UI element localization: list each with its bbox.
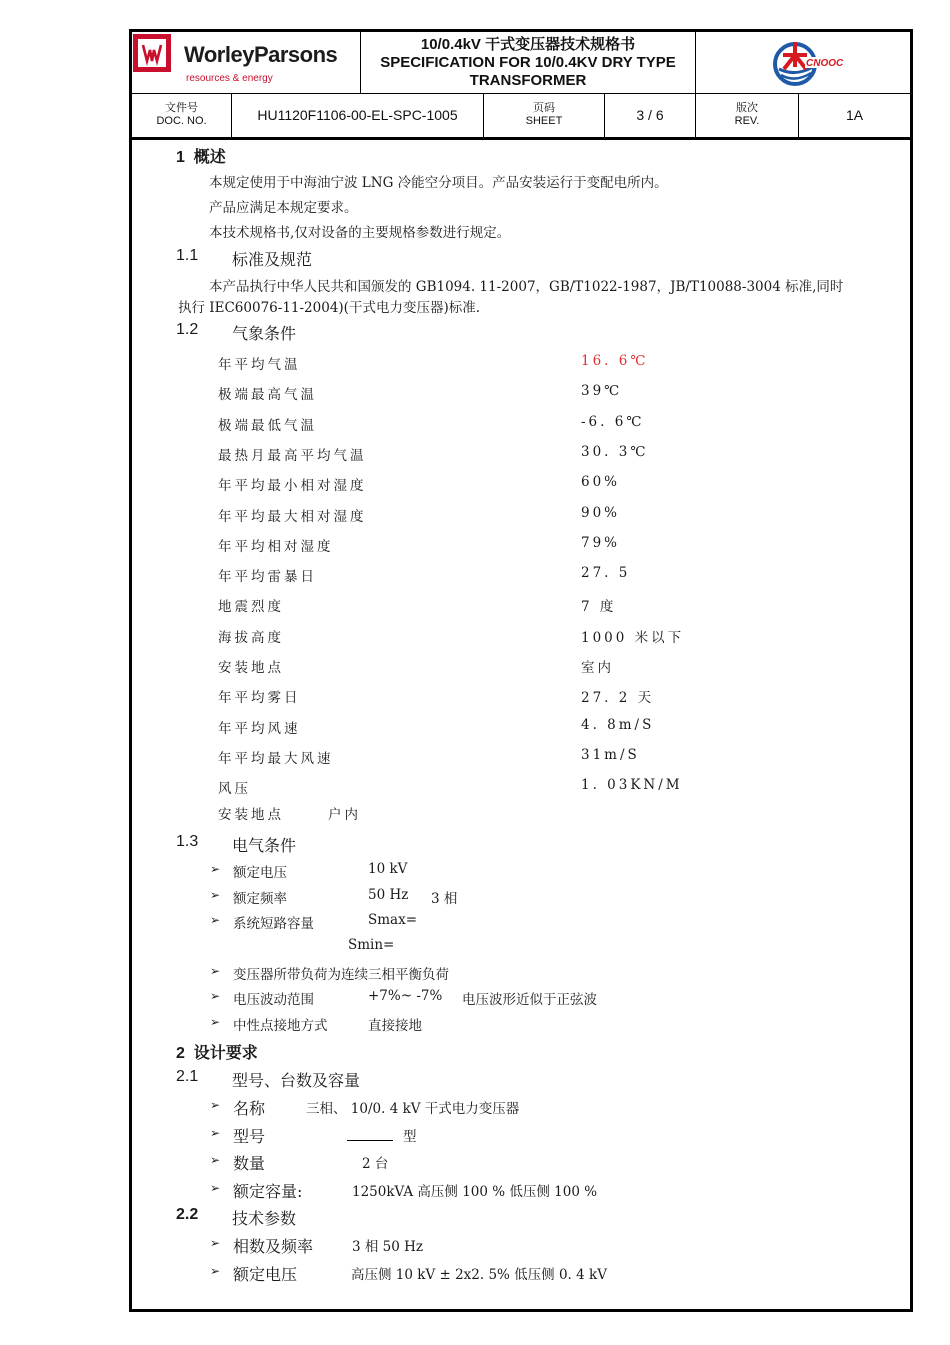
sheet-no: 3 / 6	[636, 107, 664, 123]
section-2-heading	[176, 1040, 258, 1063]
phase-count: 3 相	[431, 891, 458, 907]
sheet-label-en: SHEET	[525, 115, 563, 127]
neutral-grounding-value: 直接接地	[368, 1018, 422, 1034]
install-location-value: 户内	[328, 807, 361, 823]
climate-label: 地震烈度	[218, 599, 284, 615]
section-1-heading	[176, 144, 226, 167]
name-value: 三相、 10/0. 4 kV 干式电力变压器	[306, 1101, 520, 1117]
climate-value: -6. 6℃	[581, 414, 645, 430]
climate-value: 90%	[581, 505, 621, 521]
section-2-1-title: 型号、台数及容量	[232, 1071, 361, 1090]
rev-no: 1A	[845, 107, 864, 123]
climate-label: 极端最低气温	[218, 418, 317, 434]
climate-label: 年平均雾日	[218, 690, 301, 706]
rated-voltage-value: 10 kV	[368, 861, 408, 877]
sheet-label-cn: 页码	[533, 102, 555, 114]
cnooc-logo-text: CNOOC	[806, 57, 844, 69]
section-2-2-num: 2.2	[176, 1206, 199, 1223]
climate-label: 极端最高气温	[218, 387, 317, 403]
bullet-icon: ➢	[210, 913, 221, 927]
voltage-fluctuation-label: 电压波动范围	[233, 992, 314, 1008]
name-label: 名称	[233, 1099, 266, 1118]
climate-label: 年平均最小相对湿度	[218, 478, 367, 494]
rated-capacity-value: 1250kVA 高压侧 100 % 低压侧 100 %	[352, 1184, 598, 1200]
climate-label: 海拔高度	[218, 630, 284, 646]
short-circuit-label: 系统短路容量	[233, 916, 314, 932]
section-2-1-heading	[176, 1068, 198, 1086]
climate-label: 年平均气温	[218, 357, 301, 373]
section-1-para-3: 本技术规格书,仅对设备的主要规格参数进行规定。	[209, 225, 511, 241]
header-row-bottom	[132, 93, 910, 140]
doc-no-value	[232, 93, 484, 137]
title-en-line2: TRANSFORMER	[469, 71, 587, 89]
doc-no: HU1120F1106-00-EL-SPC-1005	[257, 107, 458, 123]
rev-label	[696, 93, 799, 137]
company-name: WorleyParsons	[184, 42, 338, 67]
bullet-icon: ➢	[210, 862, 221, 876]
climate-value: 79%	[581, 535, 621, 551]
bullet-icon: ➢	[210, 1153, 221, 1167]
climate-value: 60%	[581, 474, 621, 490]
climate-label: 安装地点	[218, 660, 284, 676]
climate-label: 年平均最大相对湿度	[218, 509, 367, 525]
install-location-label: 安装地点	[218, 807, 284, 823]
section-1-para-2: 产品应满足本规定要求。	[209, 200, 358, 216]
bullet-icon: ➢	[210, 989, 221, 1003]
bullet-icon: ➢	[210, 1098, 221, 1112]
section-2-title: 设计要求	[193, 1045, 258, 1062]
worleyparsons-logo	[132, 32, 361, 93]
bullet-icon: ➢	[210, 1264, 221, 1278]
doc-no-label	[132, 93, 232, 137]
short-circuit-smin: Smin=	[348, 937, 395, 953]
section-2-num: 2	[176, 1045, 185, 1062]
standards-line-2: 执行 IEC60076-11-2004)(干式电力变压器)标准.	[178, 300, 481, 316]
climate-value: 7 度	[581, 599, 617, 615]
climate-value: 39℃	[581, 383, 623, 399]
section-1-1-heading	[176, 247, 198, 265]
company-tagline: resources & energy	[186, 73, 273, 84]
climate-value: 4. 8m/S	[581, 717, 655, 733]
voltage-waveform: 电压波形近似于正弦波	[462, 992, 597, 1008]
section-1-title: 概述	[193, 149, 226, 166]
climate-value: 27. 2 天	[581, 690, 655, 706]
section-1-2-title: 气象条件	[232, 324, 297, 343]
phase-frequency-value: 3 相 50 Hz	[352, 1239, 424, 1255]
model-value-suffix: 型	[403, 1129, 417, 1145]
section-2-1-num: 2.1	[176, 1068, 199, 1085]
title-cn: 10/0.4kV 干式变压器技术规格书	[420, 35, 636, 53]
header-row-top	[132, 32, 910, 94]
doc-no-label-en: DOC. NO.	[156, 115, 207, 127]
neutral-grounding-label: 中性点接地方式	[233, 1018, 328, 1034]
climate-value: 30. 3℃	[581, 444, 649, 460]
section-1-3-title: 电气条件	[232, 836, 297, 855]
rated-voltage-2-value: 高压侧 10 kV ± 2x2. 5% 低压侧 0. 4 kV	[351, 1267, 607, 1283]
quantity-label: 数量	[233, 1154, 266, 1173]
rev-value	[799, 93, 910, 137]
standards-line-1: 本产品执行中华人民共和国颁发的 GB1094. 11-2007，GB/T1022-1987，JB/T10088-3004 标准,同时	[209, 279, 844, 295]
section-1-3-num: 1.3	[176, 833, 199, 850]
section-1-2-heading	[176, 321, 198, 339]
rev-label-cn: 版次	[736, 102, 758, 114]
bullet-icon: ➢	[210, 1181, 221, 1195]
rated-voltage-2-label: 额定电压	[233, 1265, 298, 1284]
phase-frequency-label: 相数及频率	[233, 1237, 314, 1256]
section-2-2-heading	[176, 1206, 198, 1224]
rated-voltage-label: 额定电压	[233, 865, 287, 881]
sheet-label	[484, 93, 605, 137]
section-2-2-title: 技术参数	[232, 1209, 297, 1228]
climate-label: 风压	[218, 781, 251, 797]
bullet-icon: ➢	[210, 964, 221, 978]
section-1-2-num: 1.2	[176, 321, 199, 338]
bullet-icon: ➢	[210, 888, 221, 902]
rated-frequency-value: 50 Hz	[368, 887, 409, 903]
cnooc-logo	[696, 32, 910, 93]
model-label: 型号	[233, 1127, 266, 1146]
cnooc-logo-icon	[771, 37, 844, 89]
quantity-value: 2 台	[362, 1156, 389, 1172]
short-circuit-smax: Smax=	[368, 912, 418, 928]
bullet-icon: ➢	[210, 1126, 221, 1140]
climate-label: 年平均雷暴日	[218, 569, 317, 585]
worleyparsons-logo-icon	[133, 34, 171, 72]
bullet-icon: ➢	[210, 1015, 221, 1029]
section-1-3-heading	[176, 833, 198, 851]
bullet-icon: ➢	[210, 1236, 221, 1250]
climate-value: 1000 米以下	[581, 630, 685, 646]
doc-no-label-cn: 文件号	[165, 102, 198, 114]
section-1-para-1: 本规定使用于中海油宁波 LNG 冷能空分项目。产品安装运行于变配电所内。	[209, 175, 668, 191]
rated-capacity-label: 额定容量:	[233, 1182, 303, 1201]
section-1-1-title: 标准及规范	[232, 250, 313, 269]
climate-label: 年平均最大风速	[218, 751, 334, 767]
climate-value: 16. 6℃	[581, 353, 649, 369]
section-1-num: 1	[176, 149, 185, 166]
model-blank	[347, 1126, 393, 1146]
voltage-fluctuation-value: +7%~ -7%	[368, 988, 443, 1004]
rated-frequency-label: 额定频率	[233, 891, 287, 907]
climate-value: 1. 03KN/M	[581, 777, 683, 793]
title-en-line1: SPECIFICATION FOR 10/0.4KV DRY TYPE	[380, 53, 676, 71]
section-1-1-num: 1.1	[176, 247, 199, 264]
load-description: 变压器所带负荷为连续三相平衡负荷	[233, 967, 449, 983]
climate-value: 27. 5	[581, 565, 631, 581]
document-title	[361, 32, 696, 93]
rev-label-en: REV.	[734, 115, 760, 127]
climate-label: 年平均相对湿度	[218, 539, 334, 555]
climate-value: 31m/S	[581, 747, 640, 763]
sheet-value	[605, 93, 696, 137]
climate-value: 室内	[581, 660, 614, 676]
climate-label: 年平均风速	[218, 721, 301, 737]
climate-label: 最热月最高平均气温	[218, 448, 367, 464]
